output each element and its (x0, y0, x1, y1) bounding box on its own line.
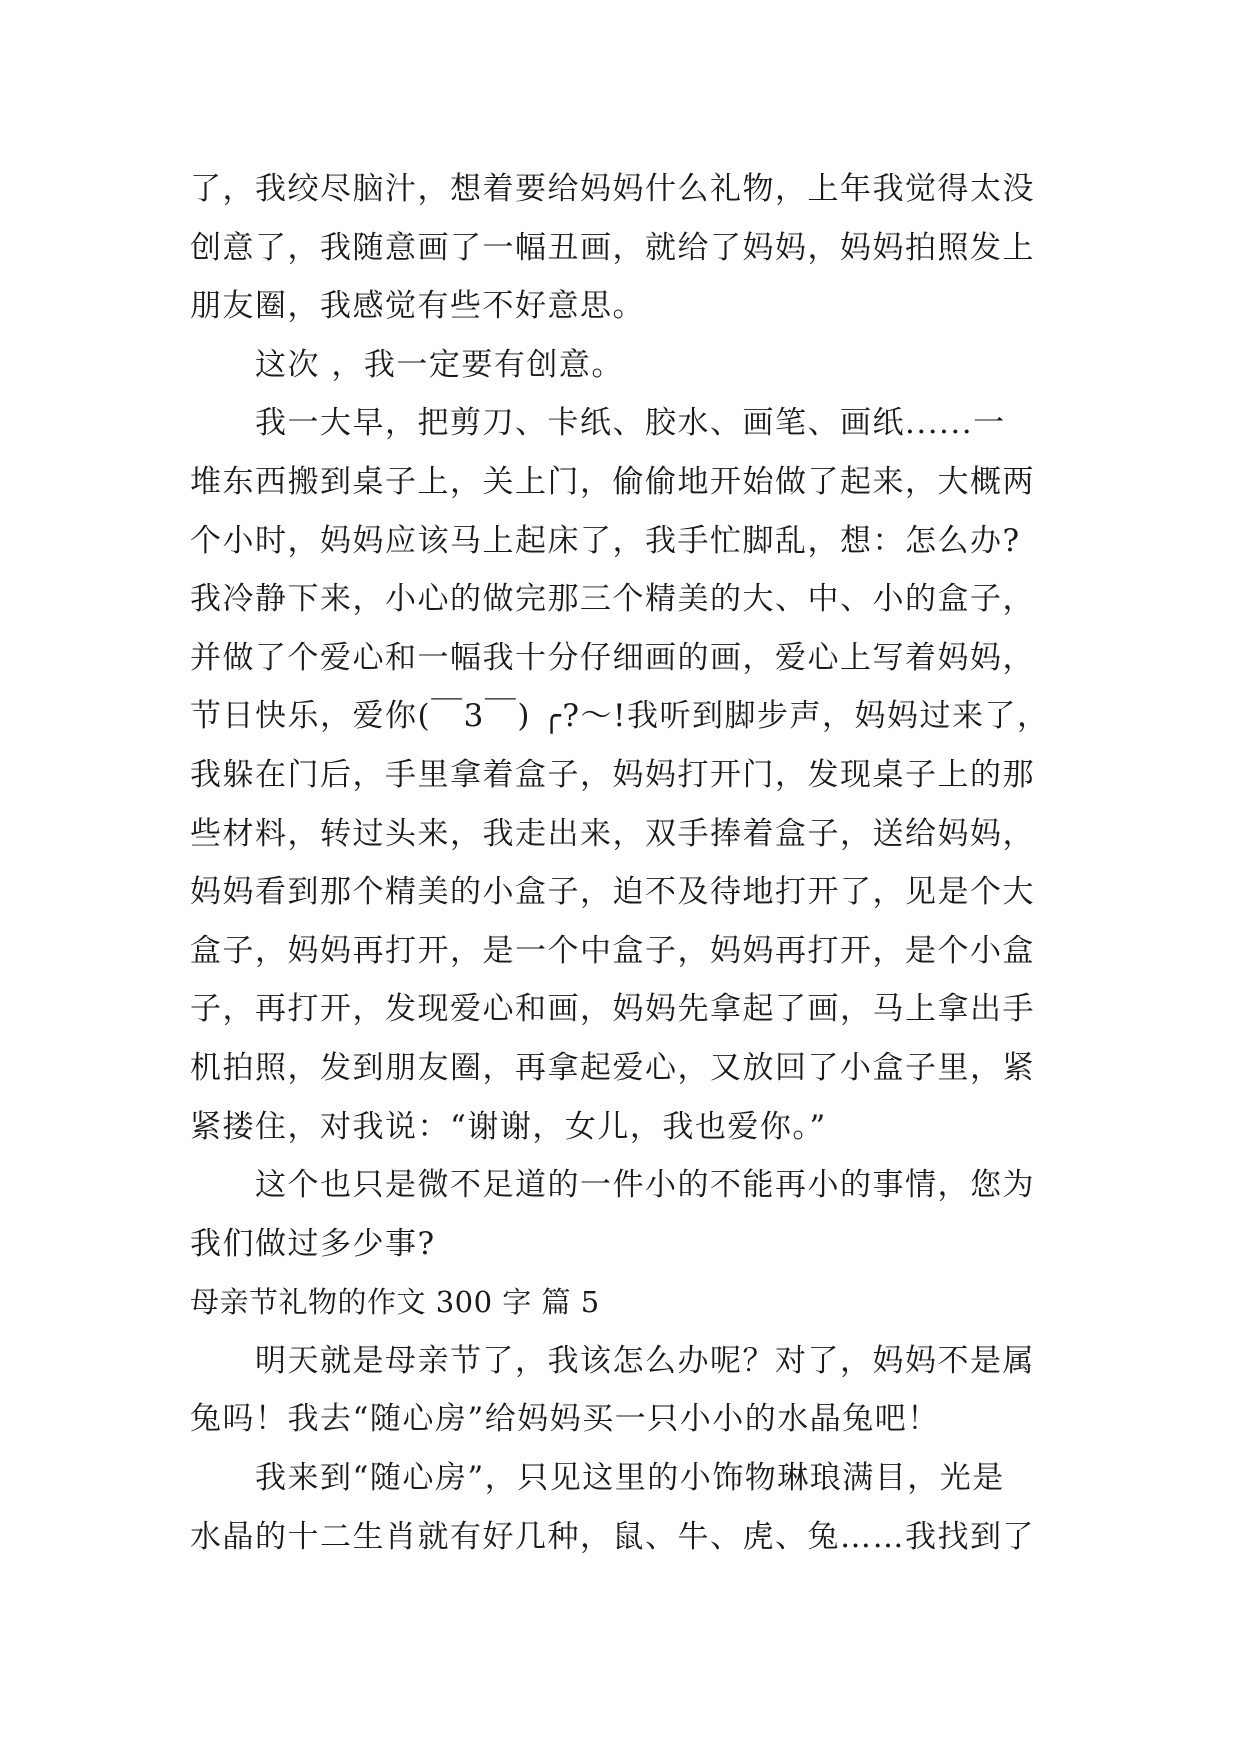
paragraph-line: 我一大早，把剪刀、卡纸、胶水、画笔、画纸......一 (255, 405, 1006, 442)
paragraph-line: 创意了，我随意画了一幅丑画，就给了妈妈，妈妈拍照发上 (190, 229, 1035, 266)
paragraph-line: 我来到“随心房”，只见这里的小饰物琳琅满目，光是 (255, 1460, 1005, 1497)
paragraph-line: 盒子，妈妈再打开，是一个中盒子，妈妈再打开，是个小盒 (190, 932, 1035, 969)
paragraph-line: 我们做过多少事? (190, 1225, 436, 1262)
paragraph-line: 子，再打开，发现爱心和画，妈妈先拿起了画，马上拿出手 (190, 991, 1035, 1028)
paragraph-line: 堆东西搬到桌子上，关上门，偷偷地开始做了起来，大概两 (190, 463, 1035, 500)
paragraph-line: 并做了个爱心和一幅我十分仔细画的画，爱心上写着妈妈， (190, 639, 1035, 676)
paragraph-line: 紧搂住，对我说：“谢谢，女儿，我也爱你。” (190, 1108, 827, 1145)
paragraph-line: 我冷静下来，小心的做完那三个精美的大、中、小的盒子， (190, 581, 1035, 618)
paragraph-line: 妈妈看到那个精美的小盒子，迫不及待地打开了，见是个大 (190, 874, 1035, 911)
paragraph-line: 个小时，妈妈应该马上起床了，我手忙脚乱，想：怎么办? (190, 522, 1021, 559)
paragraph-line: 这次 ，我一定要有创意。 (255, 346, 624, 383)
paragraph-line: 机拍照，发到朋友圈，再拿起爱心，又放回了小盒子里，紧 (190, 1049, 1035, 1086)
paragraph-line: 我躲在门后，手里拿着盒子，妈妈打开门，发现桌子上的那 (190, 756, 1035, 793)
document-page (190, 160, 1050, 1566)
paragraph-line: 些材料，转过头来，我走出来，双手捧着盒子，送给妈妈， (190, 815, 1035, 852)
paragraph-line: 明天就是母亲节了，我该怎么办呢？对了，妈妈不是属 (255, 1342, 1035, 1379)
paragraph-line: 水晶的十二生肖就有好几种，鼠、牛、虎、兔……我找到了 (190, 1518, 1035, 1555)
paragraph-line: 了，我绞尽脑汁，想着要给妈妈什么礼物，上年我觉得太没 (190, 171, 1035, 207)
paragraph-line: 朋友圈，我感觉有些不好意思。 (190, 288, 645, 325)
section-heading: 母亲节礼物的作文 300 字 篇 5 (190, 1285, 600, 1320)
paragraph-line: 节日快乐，爱你(￣3￣) ╭?～!我听到脚步声，妈妈过来了， (190, 698, 1050, 735)
paragraph-line: 这个也只是微不足道的一件小的不能再小的事情，您为 (255, 1167, 1035, 1204)
paragraph-line: 兔吗！我去“随心房”给妈妈买一只小小的水晶兔吧！ (190, 1401, 940, 1438)
